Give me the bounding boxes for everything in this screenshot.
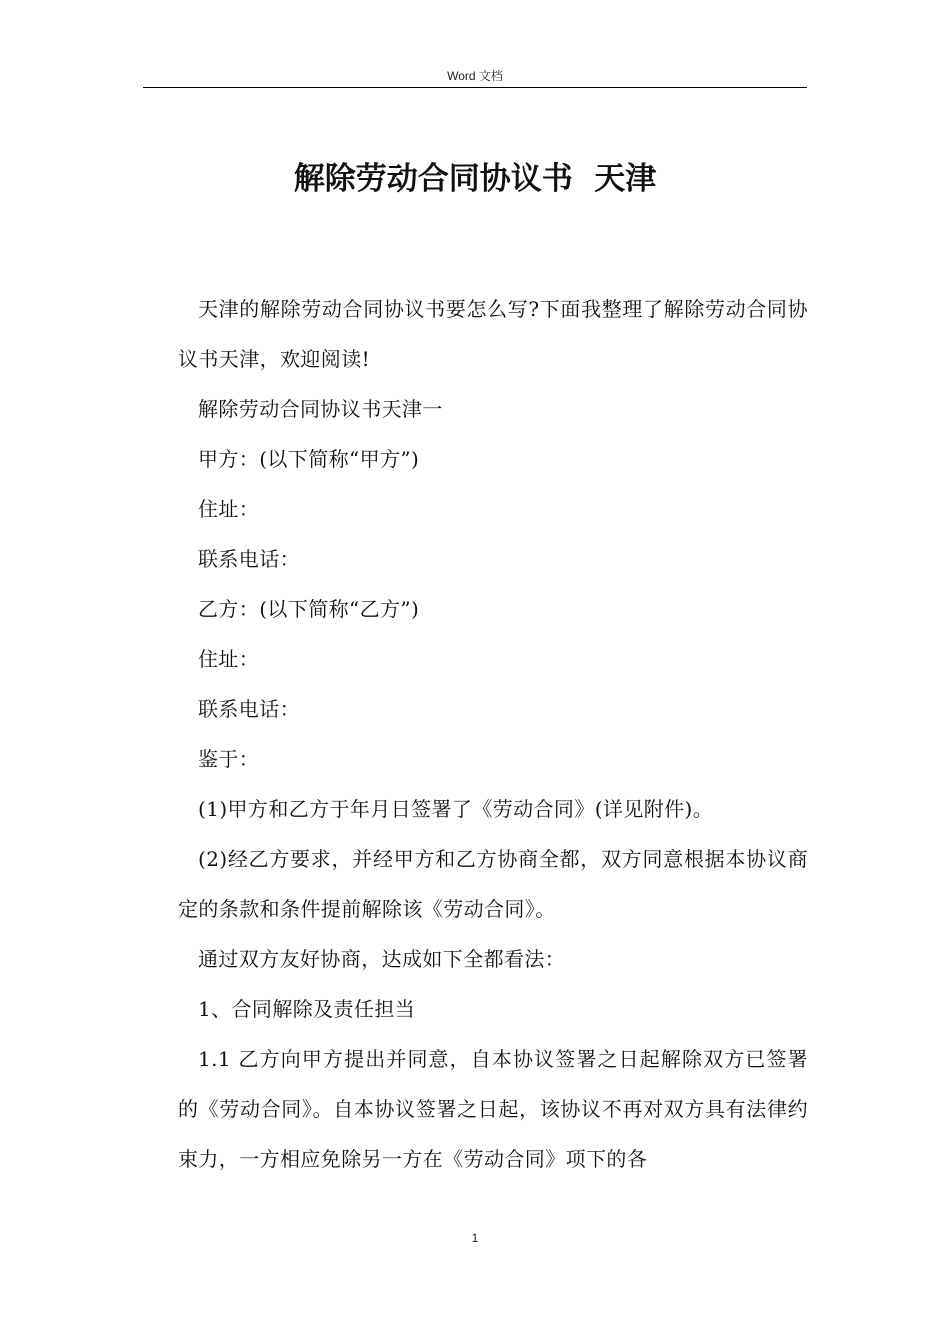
page-header: Word 文档 — [447, 69, 503, 83]
paragraph: 乙方：(以下简称“乙方”) — [198, 597, 420, 621]
paragraph: 1、合同解除及责任担当 — [198, 997, 416, 1021]
paragraph: 1.1 乙方向甲方提出并同意，自本协议签署之日起解除双方已签署的《劳动合同》。自本协议签署之日起，该协议不再对双方具有法律约束力，一方相应免除另一方在《劳动合同》项下的各 — [178, 1047, 808, 1171]
header-divider — [143, 87, 807, 88]
paragraph: 住址： — [198, 497, 260, 521]
document-body — [178, 284, 808, 1184]
document-title: 解除劳动合同协议书 天津 — [293, 161, 657, 197]
paragraph: 甲方：(以下简称“甲方”) — [198, 447, 420, 471]
paragraph: 天津的解除劳动合同协议书要怎么写?下面我整理了解除劳动合同协议书天津，欢迎阅读! — [178, 297, 808, 371]
paragraph: 联系电话： — [198, 697, 300, 721]
paragraph: 鉴于： — [198, 747, 260, 771]
paragraph: (1)甲方和乙方于年月日签署了《劳动合同》(详见附件)。 — [198, 797, 714, 821]
page-number: 1 — [471, 1231, 479, 1245]
paragraph: (2)经乙方要求，并经甲方和乙方协商全都，双方同意根据本协议商定的条款和条件提前解除该《劳动合同》。 — [178, 847, 808, 921]
paragraph: 联系电话： — [198, 547, 300, 571]
paragraph: 住址： — [198, 647, 260, 671]
paragraph: 通过双方友好协商，达成如下全都看法： — [198, 947, 566, 971]
paragraph: 解除劳动合同协议书天津一 — [198, 397, 443, 421]
